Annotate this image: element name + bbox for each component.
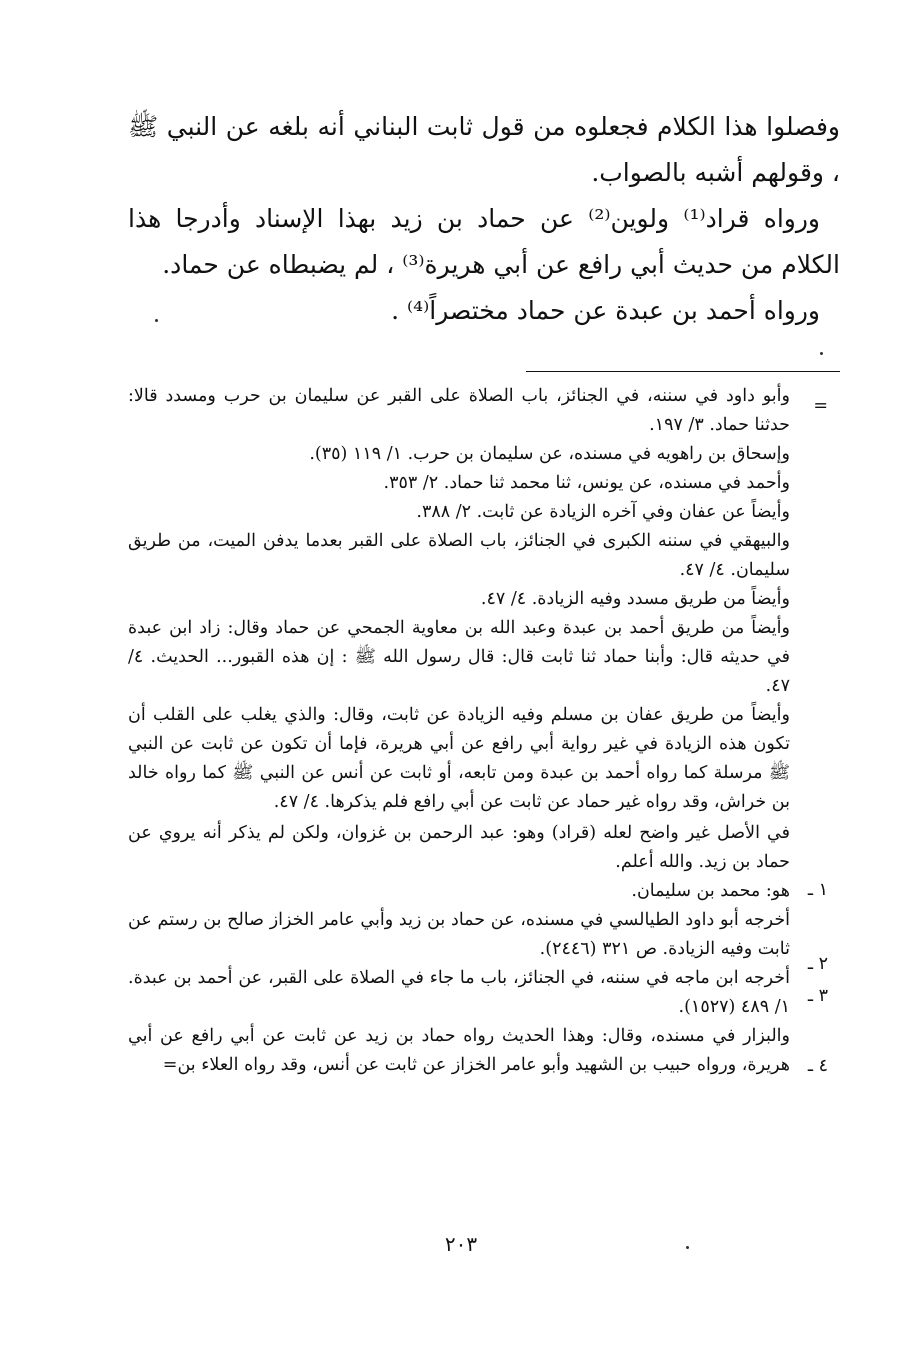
footnote-continuation-line: وأحمد في مسنده، عن يونس، ثنا محمد ثنا حماد. ٢/ ٣٥٣. [383,473,790,493]
main-paragraph-2: ورواه قراد⁽¹⁾ ولوين⁽²⁾ عن حماد بن زيد بهذا الإسناد وأدرجا هذا الكلام من حديث أبي رافع عن أبي هريرة⁽³⁾ ، لم يضبطاه عن حماد. [128,204,840,279]
footnote-2-text: هو: محمد بن سليمان. [631,881,790,901]
speck-mark [820,352,823,355]
main-paragraph-3: ورواه أحمد بن عبدة عن حماد مختصراً⁽⁴⁾ . [391,296,820,325]
footnote-1-text: في الأصل غير واضح لعله (قراد) وهو: عبد الرحمن بن غزوان، ولكن لم يذكر أنه يروي عن حماد بن زيد. والله أعلم. [128,823,790,872]
footnote-continuation-line: وأيضاً من طريق مسدد وفيه الزيادة. ٤/ ٤٧. [480,589,790,609]
continuation-marker: = [813,396,828,416]
footnote-continuation-line: وإسحاق بن راهويه في مسنده، عن سليمان بن حرب. ١/ ١١٩ (٣٥). [309,444,790,464]
footnotes [128,382,790,1080]
footnote-continuation-line: وأيضاً من طريق أحمد بن عبدة وعبد الله بن معاوية الجمحي عن حماد وقال: زاد ابن عبدة في حديثه قال: وأبنا حماد ثنا ثابت قال: قال رسول الله ﷺ : إن هذه القبور... الحديث. ٤/ ٤٧. [128,618,790,696]
speck-mark [155,319,158,322]
footnote-number-2: ٢ ـ [807,954,828,974]
footnote-3-text: أخرجه أبو داود الطيالسي في مسنده، عن حماد بن زيد وأبي عامر الخزاز صالح بن رستم عن ثابت وفيه الزيادة. ص ٣٢١ (٢٤٤٦). [128,910,790,959]
footnote-4-continuation: والبزار في مسنده، وقال: وهذا الحديث رواه حماد بن زيد عن ثابت عن أبي رافع عن أبي هريرة، ورواه حبيب بن الشهيد وأبو عامر الخزاز عن ثابت عن أنس، وقد رواه العلاء بن= [128,1026,790,1075]
footnote-separator [526,371,840,372]
page-number: ٢٠٣ [444,1232,478,1256]
footnote-4-text: أخرجه ابن ماجه في سننه، في الجنائز، باب ما جاء في الصلاة على القبر، عن أحمد بن عبدة. ١/ ٤٨٩ (١٥٢٧). [128,968,790,1017]
main-text [128,104,840,334]
footnote-number-4: ٤ ـ [807,1056,828,1076]
footnote-continuation-line: والبيهقي في سننه الكبرى في الجنائز، باب الصلاة على القبر بعدما يدفن الميت، من طريق سليمان. ٤/ ٤٧. [128,531,790,580]
footnote-number-1: ١ ـ [807,880,828,900]
footnote-continuation-line: وأيضاً عن عفان وفي آخره الزيادة عن ثابت. ٢/ ٣٨٨. [416,502,790,522]
speck-mark [686,1246,689,1249]
main-paragraph-1: وفصلوا هذا الكلام فجعلوه من قول ثابت البناني أنه بلغه عن النبي ﷺ ، وقولهم أشبه بالصواب. [128,112,840,187]
footnote-continuation-line: وأيضاً من طريق عفان بن مسلم وفيه الزيادة عن ثابت، وقال: والذي يغلب على القلب أن تكون هذه الزيادة في غير رواية أبي رافع عن أبي هريرة، فإما أن تكون عن ثابت عن النبي ﷺ مرسلة كما رواه أحمد بن عبدة ومن تابعه، أو ثابت عن أنس عن النبي ﷺ كما رواه خالد بن خراش، وقد رواه غير حماد عن ثابت عن أبي رافع فلم يذكرها. ٤/ ٤٧. [128,705,790,812]
footnote-continuation-line: وأبو داود في سننه، في الجنائز، باب الصلاة على القبر عن سليمان بن حرب ومسدد قالا: حدثنا حماد. ٣/ ١٩٧. [128,386,790,435]
footnote-number-3: ٣ ـ [807,986,828,1006]
